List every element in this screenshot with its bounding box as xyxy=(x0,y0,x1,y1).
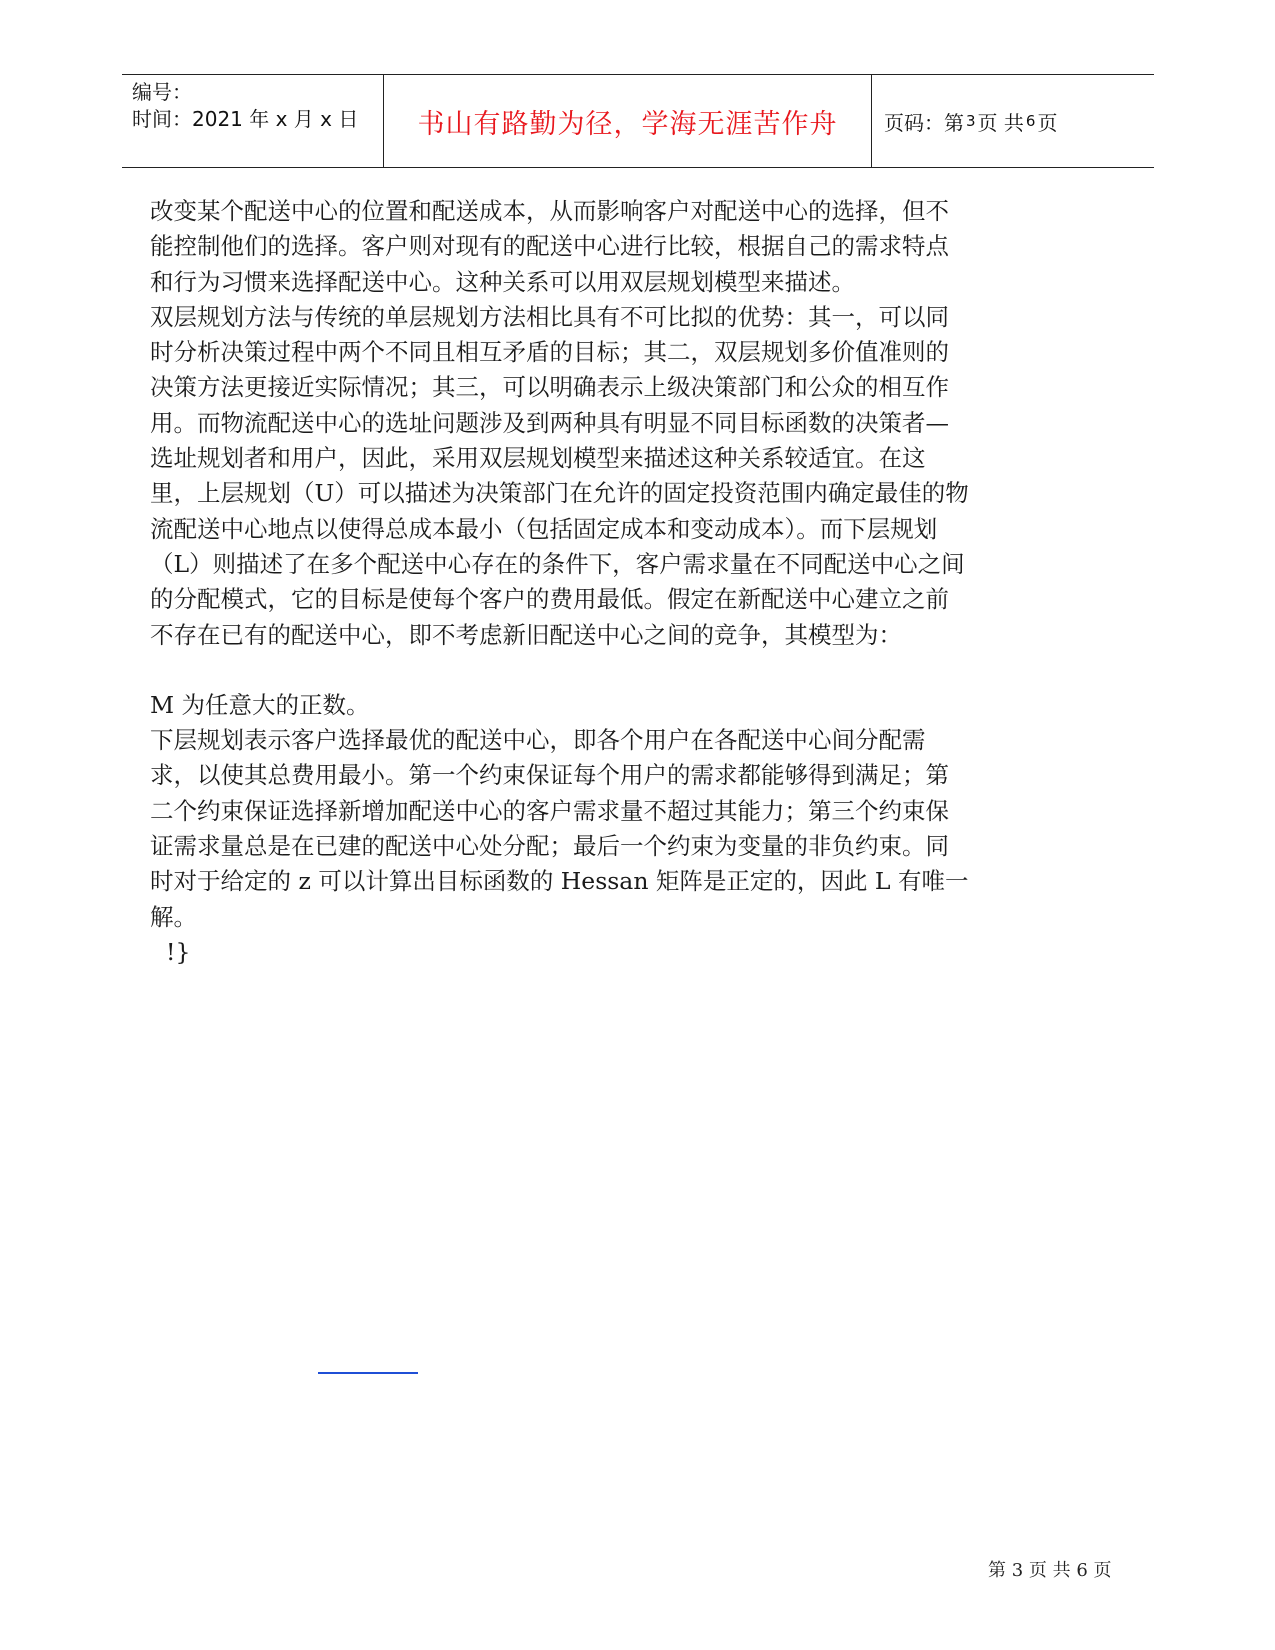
document-body xyxy=(150,194,970,970)
stray-symbols: !} xyxy=(166,937,191,966)
page-suffix: 页 xyxy=(1037,110,1058,135)
hyperlink-underline[interactable] xyxy=(318,1372,418,1374)
page-mid: 页 共 xyxy=(977,110,1024,135)
number-label: 编号： xyxy=(132,80,192,104)
header-motto: 书山有路勤为径，学海无涯苦作舟 xyxy=(384,75,872,167)
header-meta xyxy=(122,75,384,167)
paragraph-2: 双层规划方法与传统的单层规划方法相比具有不可比拟的优势：其一，可以同时分析决策过程中两个不同且相互矛盾的目标；其二，双层规划多价值准则的决策方法更接近实际情况；其三，可以明确表示上级决策部门和公众的相互作用。而物流配送中心的选址问题涉及到两种具有明显不同目标函数的决策者—选址规划者和用户，因此，采用双层规划模型来描述这种关系较适宜。在这里，上层规划（U）可以描述为决策部门在允许的固定投资范围内确定最佳的物流配送中心地点以使得总成本最小（包括固定成本和变动成本）。而下层规划（L）则描述了在多个配送中心存在的条件下，客户需求量在不同配送中心之间的分配模式，它的目标是使每个客户的费用最低。假定在新配送中心建立之前不存在已有的配送中心，即不考虑新旧配送中心之间的竞争，其模型为： xyxy=(150,302,969,649)
paragraph-1: 改变某个配送中心的位置和配送成本，从而影响客户对配送中心的选择，但不能控制他们的选择。客户则对现有的配送中心进行比较，根据自己的需求特点和行为习惯来选择配送中心。这种关系可以用双层规划模型来描述。 xyxy=(150,197,949,296)
model-placeholder xyxy=(150,653,970,688)
page-total: 6 xyxy=(1025,112,1036,130)
paragraph-4: 下层规划表示客户选择最优的配送中心，即各个用户在各配送中心间分配需求，以使其总费用最小。第一个约束保证每个用户的需求都能够得到满足；第二个约束保证选择新增加配送中心的客户需求量不超过其能力；第三个约束保证需求量总是在已建的配送中心处分配；最后一个约束为变量的非负约束。同时对于给定的 z 可以计算出目标函数的 Hessan 矩阵是正定的，因此 L 有唯一解。 xyxy=(150,726,969,931)
header-page-info xyxy=(872,75,1154,167)
page-current: 3 xyxy=(966,112,976,130)
time-label: 时间：2021 年 x 月 x 日 xyxy=(132,107,359,131)
page-footer: 第 3 页 共 6 页 xyxy=(988,1560,1112,1581)
page-prefix: 页码：第 xyxy=(884,110,964,135)
page-header xyxy=(122,74,1154,168)
paragraph-3: M 为任意大的正数。 xyxy=(150,690,370,719)
